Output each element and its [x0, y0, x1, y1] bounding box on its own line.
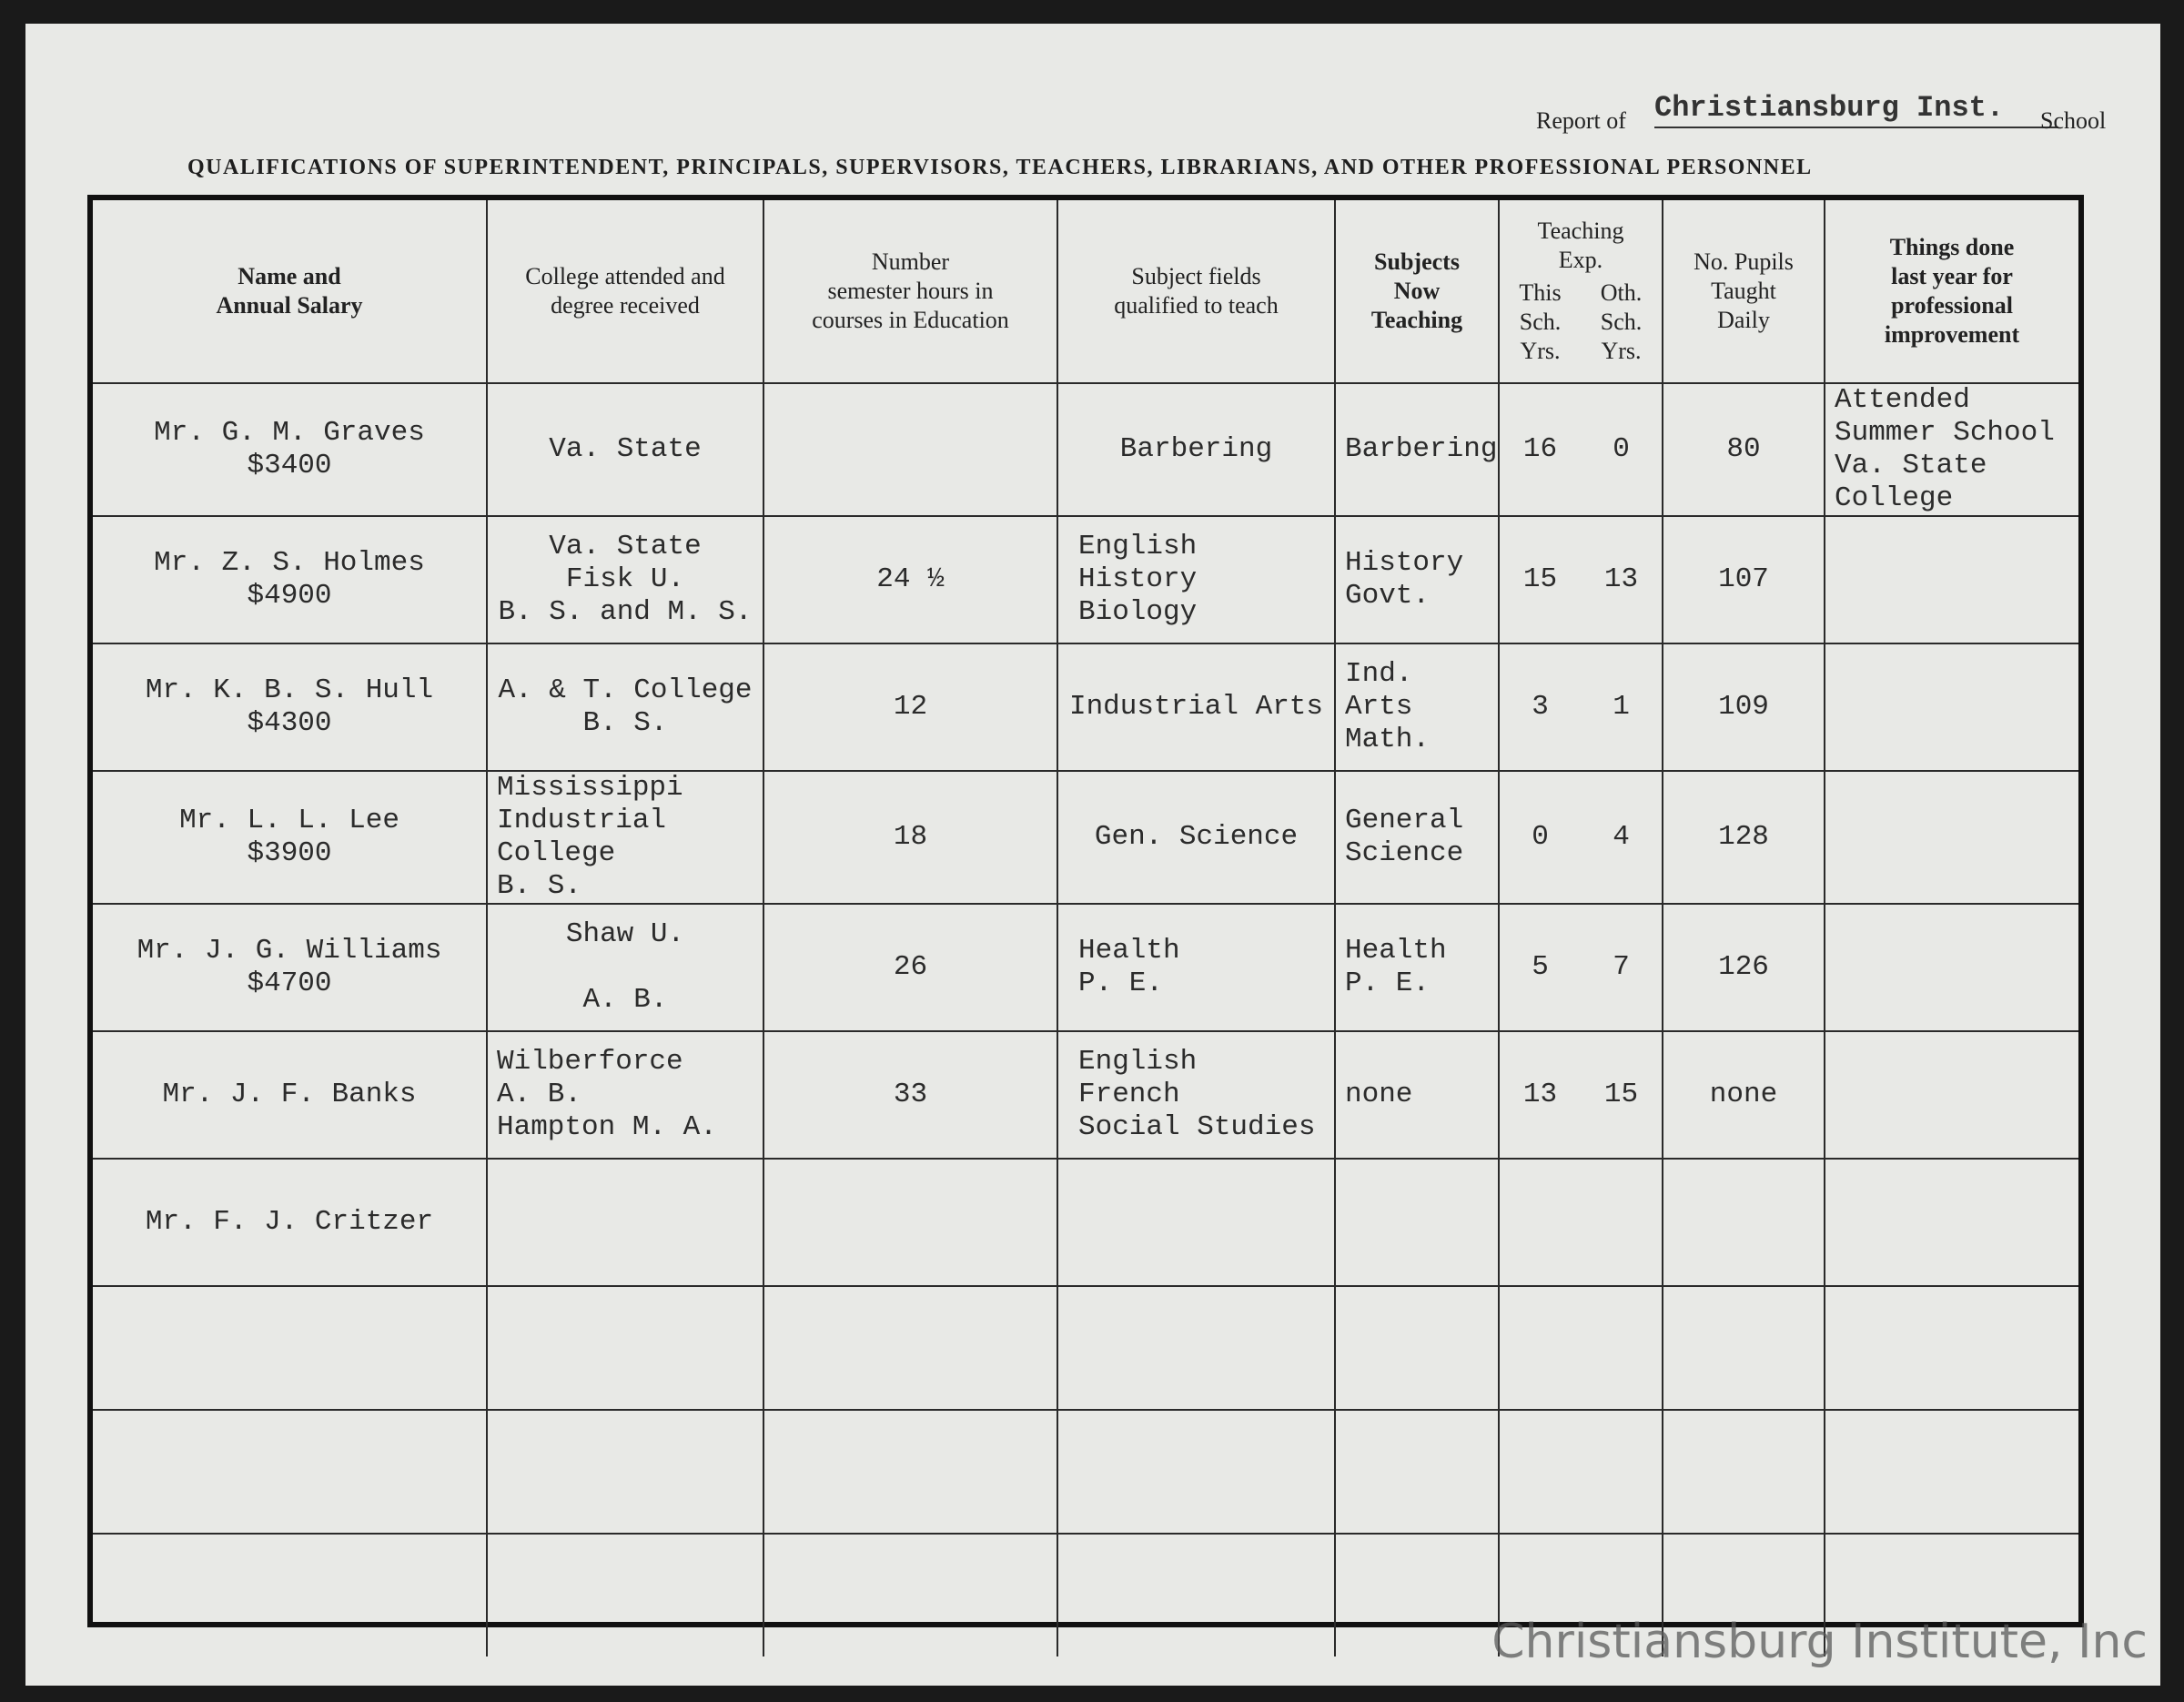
cell-name [93, 1159, 487, 1286]
cell-experience [1499, 1159, 1663, 1286]
blank-cell [763, 1286, 1057, 1410]
blank-cell [1663, 1410, 1825, 1534]
blank-cell [1057, 1286, 1335, 1410]
pupils-text: 128 [1718, 821, 1769, 853]
cell-hours [763, 771, 1057, 904]
college-text: Wilberforce A. B. Hampton M. A. [497, 1046, 717, 1143]
col-teaching-exp [1499, 200, 1663, 383]
this-yrs-text: 13 [1522, 1079, 1558, 1110]
cell-name [93, 516, 487, 643]
header-row [93, 200, 2078, 383]
col-subjects-now [1335, 200, 1499, 383]
cell-now-teaching [1335, 516, 1499, 643]
cell-improvement [1825, 1159, 2078, 1286]
cell-experience [1499, 643, 1663, 771]
fields-text: English History Biology [1078, 531, 1198, 628]
now-teaching-text: Barbering [1345, 433, 1498, 465]
name-text: Mr. J. F. Banks [162, 1079, 417, 1110]
blank-cell [1499, 1410, 1663, 1534]
col-oth-sch-label: Oth. Sch. Yrs. [1600, 279, 1643, 364]
cell-experience [1499, 1031, 1663, 1159]
cell-improvement [1825, 1031, 2078, 1159]
cell-fields [1057, 643, 1335, 771]
now-teaching-text: Ind. Arts Math. [1345, 658, 1431, 755]
blank-cell [487, 1534, 763, 1656]
cell-improvement [1825, 771, 2078, 904]
now-teaching-text: Health P. E. [1345, 935, 1447, 999]
cell-hours [763, 516, 1057, 643]
oth-yrs-text: 4 [1613, 821, 1630, 853]
col-improvement [1825, 200, 2078, 383]
cell-now-teaching [1335, 1031, 1499, 1159]
blank-cell [1335, 1534, 1499, 1656]
col-name-salary-label: Name and Annual Salary [216, 263, 363, 319]
report-of-label: Report of [1536, 107, 1626, 134]
blank-cell [763, 1534, 1057, 1656]
oth-yrs-text: 0 [1613, 433, 1630, 465]
cell-hours [763, 1031, 1057, 1159]
cell-improvement [1825, 383, 2078, 516]
cell-improvement [1825, 516, 2078, 643]
hours-text: 33 [893, 1079, 928, 1110]
pupils-text: 107 [1718, 563, 1769, 595]
table-row [93, 516, 2078, 643]
col-subject-fields [1057, 200, 1335, 383]
cell-experience [1499, 904, 1663, 1031]
blank-cell [1057, 1534, 1335, 1656]
hours-text: 26 [893, 951, 928, 983]
fields-text: English French Social Studies [1078, 1046, 1316, 1143]
pupils-text: none [1709, 1079, 1778, 1110]
name-text: Mr. Z. S. Holmes $4900 [154, 547, 425, 612]
name-text: Mr. G. M. Graves $3400 [154, 417, 425, 481]
table-row [93, 1159, 2078, 1286]
this-yrs-text: 16 [1522, 433, 1558, 465]
table-row [93, 771, 2078, 904]
col-pupils-label: No. Pupils Taught Daily [1694, 248, 1794, 333]
col-college-label: College attended and degree received [525, 263, 725, 319]
table-row-blank [93, 1286, 2078, 1410]
pupils-text: 109 [1718, 691, 1769, 723]
watermark: Christiansburg Institute, Inc [1491, 1615, 2148, 1669]
cell-fields [1057, 516, 1335, 643]
blank-cell [1825, 1286, 2078, 1410]
blank-cell [93, 1410, 487, 1534]
improvement-text: Attended Summer School Va. State College [1835, 384, 2055, 514]
cell-college [487, 383, 763, 516]
cell-college [487, 1031, 763, 1159]
col-semester-hours [763, 200, 1057, 383]
now-teaching-text: none [1345, 1079, 1413, 1110]
cell-name [93, 383, 487, 516]
cell-improvement [1825, 643, 2078, 771]
table-row [93, 643, 2078, 771]
blank-cell [1335, 1286, 1499, 1410]
cell-name [93, 643, 487, 771]
cell-now-teaching [1335, 1159, 1499, 1286]
college-text: Va. State Fisk U. B. S. and M. S. [498, 531, 753, 628]
name-text: Mr. F. J. Critzer [145, 1206, 434, 1238]
blank-cell [93, 1534, 487, 1656]
oth-yrs-text: 1 [1613, 691, 1630, 723]
oth-yrs-text: 7 [1613, 951, 1630, 983]
blank-cell [487, 1286, 763, 1410]
blank-cell [1335, 1410, 1499, 1534]
col-pupils [1663, 200, 1825, 383]
oth-yrs-text: 15 [1603, 1079, 1639, 1110]
name-text: Mr. J. G. Williams $4700 [136, 935, 442, 999]
blank-cell [1663, 1286, 1825, 1410]
this-yrs-text: 15 [1522, 563, 1558, 595]
fields-text: Industrial Arts [1068, 691, 1324, 723]
teaching-exp-subheaders [1500, 279, 1662, 366]
cell-fields [1057, 904, 1335, 1031]
table-row [93, 383, 2078, 516]
cell-name [93, 1031, 487, 1159]
cell-college [487, 904, 763, 1031]
cell-hours [763, 1159, 1057, 1286]
blank-cell [93, 1286, 487, 1410]
col-teaching-exp-label: Teaching Exp. [1537, 218, 1624, 273]
college-text: Mississippi Industrial College B. S. [497, 772, 683, 902]
report-header [1536, 87, 2118, 142]
pupils-text: 126 [1718, 951, 1769, 983]
table-row-blank [93, 1410, 2078, 1534]
qualifications-table-frame [87, 195, 2084, 1627]
col-subject-fields-label: Subject fields qualified to teach [1114, 263, 1279, 319]
cell-college [487, 1159, 763, 1286]
cell-name [93, 771, 487, 904]
cell-now-teaching [1335, 904, 1499, 1031]
this-yrs-text: 5 [1532, 951, 1549, 983]
hours-text: 24 ½ [876, 563, 945, 595]
school-label: School [2040, 107, 2107, 134]
cell-fields [1057, 383, 1335, 516]
name-text: Mr. K. B. S. Hull $4300 [145, 674, 434, 739]
cell-fields [1057, 1159, 1335, 1286]
name-text: Mr. L. L. Lee $3900 [179, 805, 399, 869]
cell-pupils [1663, 904, 1825, 1031]
document-title: QUALIFICATIONS OF SUPERINTENDENT, PRINCIPALS, SUPERVISORS, TEACHERS, LIBRARIANS, AND OTHER PROFESSIONAL PERSONNEL [187, 156, 1813, 179]
college-text: A. & T. College B. S. [498, 674, 753, 739]
qualifications-table [93, 200, 2078, 1656]
cell-college [487, 771, 763, 904]
blank-cell [1057, 1410, 1335, 1534]
cell-pupils [1663, 383, 1825, 516]
cell-pupils [1663, 1159, 1825, 1286]
cell-hours [763, 383, 1057, 516]
cell-now-teaching [1335, 383, 1499, 516]
cell-pupils [1663, 516, 1825, 643]
col-name-salary [93, 200, 487, 383]
blank-cell [763, 1410, 1057, 1534]
fields-text: Health P. E. [1078, 935, 1180, 999]
col-subjects-now-label: Subjects Now Teaching [1370, 248, 1463, 333]
cell-now-teaching [1335, 771, 1499, 904]
cell-now-teaching [1335, 643, 1499, 771]
school-name: Christiansburg Inst. [1654, 91, 2058, 128]
cell-pupils [1663, 771, 1825, 904]
cell-hours [763, 904, 1057, 1031]
cell-fields [1057, 771, 1335, 904]
col-semester-hours-label: Number semester hours in courses in Education [812, 248, 1009, 333]
col-college [487, 200, 763, 383]
college-text: Va. State [549, 433, 702, 465]
cell-experience [1499, 383, 1663, 516]
cell-experience [1499, 771, 1663, 904]
cell-college [487, 516, 763, 643]
blank-cell [487, 1410, 763, 1534]
cell-hours [763, 643, 1057, 771]
college-text: Shaw U. A. B. [565, 918, 685, 1016]
table-row [93, 1031, 2078, 1159]
cell-fields [1057, 1031, 1335, 1159]
cell-pupils [1663, 1031, 1825, 1159]
oth-yrs-text: 13 [1603, 563, 1639, 595]
this-yrs-text: 0 [1532, 821, 1549, 853]
col-improvement-label: Things done last year for professional improvement [1884, 234, 2020, 348]
col-this-sch-label: This Sch. Yrs. [1519, 279, 1562, 364]
blank-cell [1499, 1286, 1663, 1410]
blank-cell [1825, 1410, 2078, 1534]
cell-experience [1499, 516, 1663, 643]
cell-college [487, 643, 763, 771]
cell-pupils [1663, 643, 1825, 771]
cell-improvement [1825, 904, 2078, 1031]
hours-text: 12 [893, 691, 928, 723]
now-teaching-text: History Govt. [1345, 547, 1464, 612]
fields-text: Barbering [1119, 433, 1273, 465]
cell-name [93, 904, 487, 1031]
fields-text: Gen. Science [1094, 821, 1299, 853]
table-row [93, 904, 2078, 1031]
now-teaching-text: General Science [1345, 805, 1464, 869]
hours-text: 18 [893, 821, 928, 853]
pupils-text: 80 [1726, 433, 1761, 465]
this-yrs-text: 3 [1532, 691, 1549, 723]
